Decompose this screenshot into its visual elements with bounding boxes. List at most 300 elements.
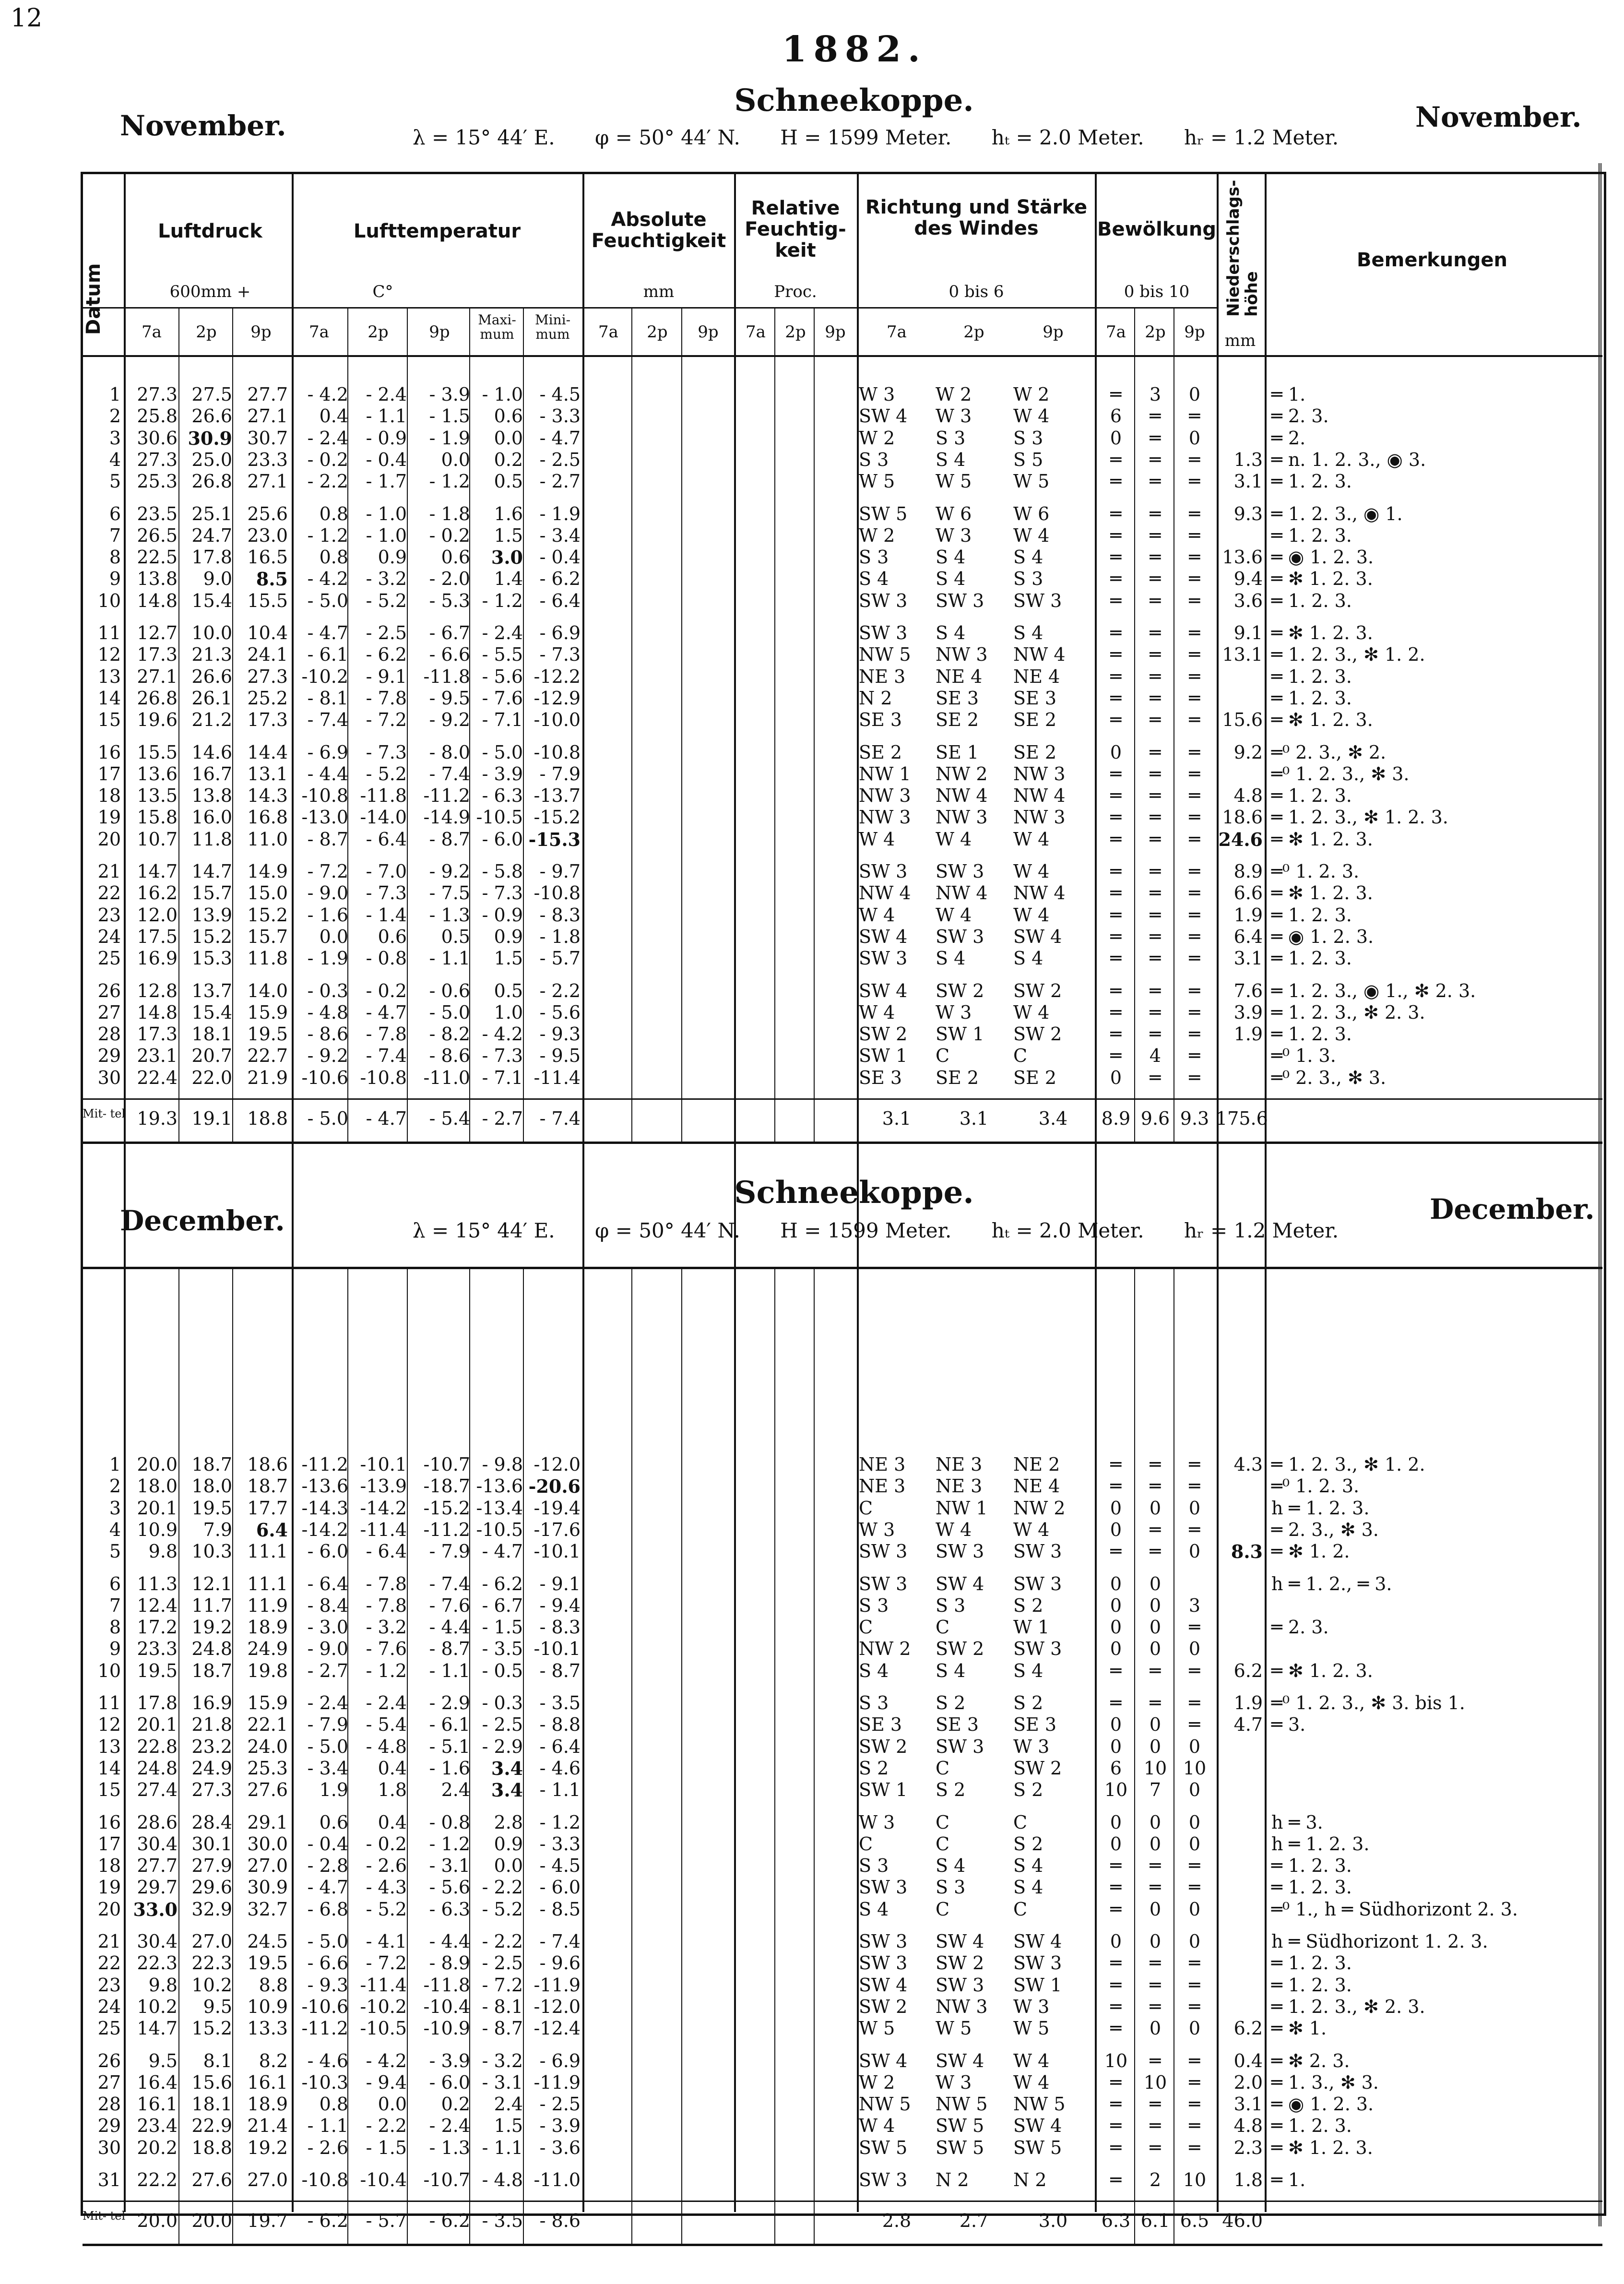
table-cell: 13.1 xyxy=(247,763,288,785)
table-cell: - 2.7 xyxy=(307,1660,348,1681)
table-cell: 4.7 xyxy=(1233,1714,1263,1736)
table-cell: 20.7 xyxy=(191,1045,232,1067)
header-luftdruck: Luftdruck xyxy=(158,220,262,242)
table-row xyxy=(0,1931,1624,1952)
table-cell: SW 4 xyxy=(859,1974,908,1996)
table-cell: W 1 xyxy=(1013,1617,1050,1638)
table-cell: - 3.5 xyxy=(482,1638,523,1660)
table-cell: S 4 xyxy=(1013,1877,1043,1898)
table-cell: 0 xyxy=(1149,1617,1162,1638)
table-cell: C xyxy=(1013,1811,1028,1833)
table-cell: SE 2 xyxy=(859,741,902,763)
table-cell: SE 3 xyxy=(859,709,902,731)
table-cell: ═ xyxy=(1110,1855,1122,1877)
table-cell: S 2 xyxy=(859,1757,889,1779)
table-row xyxy=(0,568,1624,590)
table-cell: - 6.8 xyxy=(307,1898,348,1920)
table-cell: - 6.2 xyxy=(539,568,581,590)
table-cell: 0 xyxy=(1188,427,1201,449)
table-cell: 3 xyxy=(1188,1594,1201,1616)
table-cell: 2.0 xyxy=(1233,2071,1263,2093)
table-cell: 26.8 xyxy=(191,471,232,492)
table-cell: -18.7 xyxy=(423,1475,470,1497)
table-cell: SW 4 xyxy=(936,1573,984,1594)
table-cell: 13.6 xyxy=(1222,547,1263,568)
table-cell: - 3.6 xyxy=(539,2137,581,2158)
table-cell: - 8.7 xyxy=(482,2018,523,2039)
table-cell: - 6.6 xyxy=(307,1952,348,1974)
table-row xyxy=(0,904,1624,926)
mittel-row xyxy=(0,2210,1624,2232)
table-cell: 0.4 xyxy=(378,1757,407,1779)
table-cell: 0 xyxy=(1110,1067,1122,1088)
table-cell: 1.9 xyxy=(319,1779,348,1801)
month-right-november: November. xyxy=(1415,101,1582,133)
table-cell: 4 xyxy=(1149,1045,1162,1067)
table-cell: - 9.2 xyxy=(429,709,470,731)
table-cell: S 4 xyxy=(859,568,889,590)
subheader-t2: 2p xyxy=(647,322,668,342)
table-cell: 17.3 xyxy=(137,644,178,666)
table-cell: - 4.8 xyxy=(307,1001,348,1023)
table-cell: - 1.3 xyxy=(429,2137,470,2158)
table-row xyxy=(0,1617,1624,1638)
table-cell: SW 3 xyxy=(1013,590,1062,611)
table-cell: ═ xyxy=(1189,622,1200,643)
table-cell: 15.2 xyxy=(191,926,232,947)
table-cell: 22 xyxy=(97,1952,121,1974)
table-cell: ═ xyxy=(1110,2137,1122,2158)
station-name: Schneekoppe. xyxy=(734,83,974,119)
table-cell: SW 2 xyxy=(1013,1757,1062,1779)
table-cell: - 0.8 xyxy=(366,948,407,969)
table-cell: - 2.2 xyxy=(482,1877,523,1898)
table-cell: 9.8 xyxy=(148,1974,178,1996)
table-cell: - 4.8 xyxy=(366,1736,407,1757)
table-cell: -10.6 xyxy=(301,1067,348,1088)
table-cell: - 2.7 xyxy=(539,471,581,492)
table-row xyxy=(0,1454,1624,1475)
table-cell: ═ xyxy=(1189,1617,1200,1638)
table-cell: 27.6 xyxy=(247,1779,288,1801)
table-cell: W 4 xyxy=(1013,1519,1050,1540)
table-cell: ═ xyxy=(1189,709,1200,731)
table-cell: SW 5 xyxy=(859,2137,908,2158)
table-cell: - 4.7 xyxy=(307,622,348,643)
table-cell: ═ xyxy=(1110,2018,1122,2039)
table-cell: C xyxy=(936,1898,950,1920)
table-cell: - 5.6 xyxy=(482,666,523,687)
table-cell: 17.3 xyxy=(247,709,288,731)
table-row xyxy=(0,622,1624,644)
table-cell: C xyxy=(936,1757,950,1779)
table-cell: 19.6 xyxy=(137,709,178,731)
table-cell: 23.5 xyxy=(137,503,178,524)
table-cell: - 7.3 xyxy=(366,741,407,763)
table-cell: 9.1 xyxy=(1233,622,1263,643)
table-cell: ═ ◉ 1. 2. 3. xyxy=(1271,2094,1374,2115)
table-cell: 21.9 xyxy=(247,1067,288,1088)
subheader-t9: 9p xyxy=(429,322,450,342)
table-cell xyxy=(1216,1067,1263,1089)
table-cell: ═ xyxy=(1189,2094,1200,2115)
table-cell: W 4 xyxy=(1013,861,1050,882)
table-cell: - 1.8 xyxy=(539,926,581,947)
table-cell: 18.1 xyxy=(191,1023,232,1045)
table-cell: 0 xyxy=(1188,1779,1201,1801)
table-cell: ═ xyxy=(1150,948,1161,969)
table-cell: S 2 xyxy=(1013,1594,1043,1616)
table-cell: W 6 xyxy=(1013,503,1050,524)
table-cell: ═ xyxy=(1189,807,1200,828)
table-cell xyxy=(1216,1498,1263,1519)
table-cell: ═ xyxy=(1189,471,1200,492)
table-cell: 7 xyxy=(109,524,121,546)
table-cell: SW 2 xyxy=(936,980,984,1001)
table-cell: N 2 xyxy=(859,687,892,709)
table-cell: NW 1 xyxy=(936,1497,988,1519)
table-cell: 0.0 xyxy=(494,1855,523,1877)
table-cell: NE 4 xyxy=(1013,666,1060,687)
table-cell: - 6.1 xyxy=(429,1714,470,1736)
table-cell: ═ 1. 2. 3. xyxy=(1271,1952,1352,1974)
table-cell: S 2 xyxy=(936,1692,966,1713)
table-cell: 15.4 xyxy=(191,590,232,611)
table-cell: ═ xyxy=(1150,904,1161,926)
table-cell: 6.6 xyxy=(1233,882,1263,904)
table-cell xyxy=(1216,688,1263,709)
mittel-cell: - 3.5 xyxy=(482,2210,523,2232)
table-cell: NW 4 xyxy=(936,882,988,904)
table-cell xyxy=(1216,1045,1263,1067)
subheader-mini: Mini- mum xyxy=(534,312,571,342)
table-cell: SW 2 xyxy=(859,1023,908,1045)
table-cell: ═ 1. 2. 3. xyxy=(1271,666,1352,687)
table-cell: W 5 xyxy=(859,471,895,492)
table-cell: - 8.1 xyxy=(482,1996,523,2017)
table-cell: 3.4 xyxy=(491,1779,523,1801)
table-cell: -17.6 xyxy=(533,1519,581,1540)
table-cell: SW 3 xyxy=(859,1573,908,1594)
table-cell: - 6.9 xyxy=(307,741,348,763)
table-cell: ═ xyxy=(1189,980,1200,1001)
table-cell: 19 xyxy=(97,1877,121,1898)
table-cell: 16.9 xyxy=(137,948,178,969)
table-cell xyxy=(1216,384,1263,405)
table-cell: 10 xyxy=(1104,2050,1128,2071)
table-cell: 22 xyxy=(97,882,121,904)
table-cell: 17.5 xyxy=(137,926,178,947)
table-row xyxy=(0,742,1624,763)
header-lufttemperatur-unit: C° xyxy=(372,282,393,301)
table-cell: ═ xyxy=(1110,590,1122,611)
table-cell: C xyxy=(1013,1898,1028,1920)
table-cell: C xyxy=(859,1497,873,1519)
table-cell: 15.5 xyxy=(137,741,178,763)
table-cell: 0 xyxy=(1110,1811,1122,1833)
table-cell: ═ xyxy=(1150,687,1161,709)
table-cell: ═ xyxy=(1189,666,1200,687)
table-cell: SW 2 xyxy=(936,1952,984,1974)
table-cell: ═ xyxy=(1150,622,1161,643)
table-cell: NE 3 xyxy=(859,1475,906,1497)
table-row xyxy=(0,980,1624,1002)
header-lufttemperatur: Lufttemperatur xyxy=(353,220,521,242)
table-cell: 15.7 xyxy=(247,926,288,947)
table-cell: 18.6 xyxy=(247,1454,288,1475)
table-cell: 22.2 xyxy=(137,2169,178,2190)
table-cell: - 3.2 xyxy=(482,2050,523,2071)
coordinates-line-december xyxy=(413,1219,1372,1242)
table-cell: - 9.3 xyxy=(307,1974,348,1996)
rain-gauge-height: hᵣ = 1.2 Meter. xyxy=(1184,1219,1339,1242)
table-cell xyxy=(1271,1638,1598,1660)
table-cell: 19.5 xyxy=(137,1660,178,1681)
table-cell: - 3.1 xyxy=(429,1855,470,1877)
table-cell: 0 xyxy=(1110,1931,1122,1952)
table-cell: S 3 xyxy=(1013,427,1043,449)
table-row xyxy=(0,2137,1624,2159)
table-cell: ═⁰ 1. 2. 3., ✻ 3. bis 1. xyxy=(1271,1692,1465,1713)
table-row xyxy=(0,807,1624,828)
table-cell: W 5 xyxy=(859,2018,895,2039)
table-cell: - 6.2 xyxy=(366,644,407,666)
table-cell: 12.7 xyxy=(137,622,178,643)
table-cell: 7 xyxy=(1149,1779,1162,1801)
row-rule xyxy=(83,1098,1602,1100)
table-cell: ═ xyxy=(1189,1454,1200,1475)
table-cell: 0 xyxy=(1110,1497,1122,1519)
table-cell: 22.3 xyxy=(137,1952,178,1974)
table-cell: ═ xyxy=(1189,2050,1200,2071)
table-cell: 15.6 xyxy=(191,2071,232,2093)
table-cell: - 0.4 xyxy=(366,449,407,470)
table-cell: W 5 xyxy=(1013,471,1050,492)
table-cell: ═ 1. 2. 3. xyxy=(1271,524,1352,546)
table-cell: - 6.4 xyxy=(366,1541,407,1562)
table-cell: NW 3 xyxy=(859,807,911,828)
table-cell: - 1.2 xyxy=(366,1660,407,1681)
table-cell: - 7.8 xyxy=(366,1594,407,1616)
table-cell: 14.7 xyxy=(137,2018,178,2039)
subheader-t7: 7a xyxy=(746,322,766,342)
table-cell: 27.0 xyxy=(247,1855,288,1877)
table-cell: - 5.1 xyxy=(429,1736,470,1757)
table-cell: ═ xyxy=(1110,568,1122,590)
table-cell: 28.6 xyxy=(137,1811,178,1833)
table-cell: -13.9 xyxy=(360,1475,407,1497)
table-cell: 9.4 xyxy=(1233,568,1263,590)
table-cell: 28 xyxy=(97,1023,121,1045)
table-cell: - 7.5 xyxy=(429,882,470,904)
table-cell: -12.0 xyxy=(533,1454,581,1475)
table-cell: - 5.2 xyxy=(482,1898,523,1920)
table-cell: ═ 1. 2. 3., ✻ 1. 2. xyxy=(1271,644,1425,666)
table-cell: 0 xyxy=(1149,1594,1162,1616)
table-cell: ═ xyxy=(1110,2094,1122,2115)
table-cell: 16.8 xyxy=(247,807,288,828)
table-cell: - 2.8 xyxy=(307,1855,348,1877)
mittel-cell: - 6.2 xyxy=(307,2210,348,2232)
row-rule xyxy=(83,355,1602,357)
table-cell: -11.4 xyxy=(360,1519,407,1540)
table-cell: -10.9 xyxy=(423,2018,470,2039)
table-cell: 1 xyxy=(109,384,121,405)
subheader-t9: 9p xyxy=(1043,322,1064,342)
table-cell: ═ xyxy=(1150,568,1161,590)
table-cell xyxy=(1271,1736,1598,1758)
table-cell: -10.1 xyxy=(533,1541,581,1562)
table-cell: W 4 xyxy=(1013,904,1050,926)
table-cell: 23.2 xyxy=(191,1736,232,1757)
table-cell: - 9.3 xyxy=(539,1023,581,1045)
longitude: λ = 15° 44′ E. xyxy=(413,126,555,149)
table-cell: SW 2 xyxy=(859,1996,908,2017)
table-cell: 1.8 xyxy=(1233,2169,1263,2190)
table-cell: - 2.4 xyxy=(307,1692,348,1713)
table-cell: 11 xyxy=(97,1692,121,1713)
table-cell xyxy=(1216,1758,1263,1779)
table-cell: 27.9 xyxy=(191,1855,232,1877)
table-cell: 3 xyxy=(1149,384,1162,405)
table-cell: ═ xyxy=(1110,861,1122,882)
table-cell: 22.4 xyxy=(137,1067,178,1088)
table-cell: 0 xyxy=(1188,2018,1201,2039)
table-cell: ═ xyxy=(1150,741,1161,763)
table-row xyxy=(0,688,1624,709)
subheader-t7: 7a xyxy=(887,322,907,342)
table-cell: - 2.2 xyxy=(307,471,348,492)
mittel-cell: 3.1 xyxy=(882,1108,912,1129)
table-cell: N 2 xyxy=(936,2169,969,2190)
table-cell: - 5.0 xyxy=(482,741,523,763)
table-cell: 16 xyxy=(97,1811,121,1833)
table-cell: 29 xyxy=(97,1045,121,1067)
table-cell: ═ xyxy=(1150,763,1161,785)
table-cell: S 4 xyxy=(1013,1660,1043,1681)
table-cell: SE 2 xyxy=(1013,741,1057,763)
table-cell: 16 xyxy=(97,741,121,763)
table-cell: 1.9 xyxy=(1233,904,1263,926)
table-cell: -13.7 xyxy=(533,785,581,807)
table-cell: 9 xyxy=(109,1638,121,1660)
table-cell: ═ xyxy=(1150,1454,1161,1475)
table-row xyxy=(0,1952,1624,1974)
table-cell: - 1.0 xyxy=(366,503,407,524)
table-cell: W 4 xyxy=(859,904,895,926)
table-cell: - 0.9 xyxy=(482,904,523,926)
table-cell: 10 xyxy=(1143,1757,1167,1779)
table-cell: 27 xyxy=(97,2071,121,2093)
subheader-maxi: Maxi- mum xyxy=(478,312,516,342)
table-cell: - 9.5 xyxy=(539,1045,581,1067)
table-cell: - 7.2 xyxy=(366,709,407,731)
table-cell: - 3.4 xyxy=(539,524,581,546)
table-cell: W 4 xyxy=(1013,405,1050,427)
table-cell: ═ xyxy=(1189,2115,1200,2137)
table-cell: 13.5 xyxy=(137,785,178,807)
table-cell xyxy=(1216,1779,1263,1801)
table-cell: SW 3 xyxy=(936,1541,984,1562)
table-cell: 6 xyxy=(1110,1757,1122,1779)
table-cell: -10.4 xyxy=(360,2169,407,2190)
table-cell: - 0.3 xyxy=(307,980,348,1001)
table-cell: NW 3 xyxy=(936,644,988,666)
table-cell xyxy=(1216,1952,1263,1974)
table-cell: - 9.2 xyxy=(307,1045,348,1067)
table-cell: - 6.7 xyxy=(429,622,470,643)
table-cell: SW 2 xyxy=(859,1736,908,1757)
table-cell: ═ xyxy=(1110,1660,1122,1681)
table-cell: C xyxy=(936,1811,950,1833)
table-cell: SW 4 xyxy=(859,405,908,427)
table-row xyxy=(0,882,1624,904)
table-row xyxy=(0,948,1624,969)
mittel-label: Mit- tel xyxy=(83,1107,126,1120)
table-cell xyxy=(1216,1931,1263,1952)
table-cell: - 4.5 xyxy=(539,384,581,405)
table-cell: 23 xyxy=(97,904,121,926)
table-cell: - 7.4 xyxy=(429,763,470,785)
table-cell: SW 4 xyxy=(936,2050,984,2071)
table-cell: S 4 xyxy=(936,568,966,590)
table-cell: - 2.4 xyxy=(429,2115,470,2137)
table-cell: - 7.4 xyxy=(429,1573,470,1594)
table-cell: -14.9 xyxy=(423,807,470,828)
table-cell: - 3.9 xyxy=(482,763,523,785)
table-cell: 13.1 xyxy=(1222,644,1263,666)
table-row xyxy=(0,1595,1624,1617)
page-number: 12 xyxy=(11,4,43,33)
table-cell: 18.7 xyxy=(191,1660,232,1681)
table-row xyxy=(0,1023,1624,1045)
table-cell xyxy=(1216,1899,1263,1920)
table-cell: SW 3 xyxy=(859,2169,908,2190)
table-cell: ═ xyxy=(1189,524,1200,546)
table-cell: - 3.1 xyxy=(482,2071,523,2093)
table-cell: -11.9 xyxy=(533,2071,581,2093)
table-cell: 0 xyxy=(1149,1898,1162,1920)
table-cell: 11.9 xyxy=(247,1594,288,1616)
table-cell: 0 xyxy=(1149,1714,1162,1736)
table-cell: 12.4 xyxy=(137,1594,178,1616)
table-cell: S 3 xyxy=(859,449,889,470)
table-cell: - 7.9 xyxy=(539,763,581,785)
row-rule xyxy=(83,2244,1602,2246)
table-cell: -11.8 xyxy=(423,666,470,687)
subheader-t2: 2p xyxy=(785,322,806,342)
table-cell: 1.6 xyxy=(494,503,523,524)
table-cell: 3.1 xyxy=(1233,471,1263,492)
table-cell: 0 xyxy=(1110,1573,1122,1594)
table-cell: 17.8 xyxy=(191,547,232,568)
table-cell: 31 xyxy=(97,2169,121,2190)
table-cell: -13.6 xyxy=(301,1475,348,1497)
table-cell: 2 xyxy=(1149,2169,1162,2190)
table-cell: 23.1 xyxy=(137,1045,178,1067)
table-cell: 26.1 xyxy=(191,687,232,709)
table-cell: -10.8 xyxy=(301,2169,348,2190)
table-cell: 3.4 xyxy=(491,1757,523,1779)
table-cell: - 7.3 xyxy=(482,1045,523,1067)
table-cell: -10.8 xyxy=(533,882,581,904)
table-cell: ═ xyxy=(1150,1692,1161,1713)
table-cell: 0 xyxy=(1188,1541,1201,1562)
table-cell: SW 1 xyxy=(936,1023,984,1045)
table-cell: 14.9 xyxy=(247,861,288,882)
mittel-cell: 6.3 xyxy=(1101,2210,1131,2232)
table-cell: - 3.9 xyxy=(429,2050,470,2071)
